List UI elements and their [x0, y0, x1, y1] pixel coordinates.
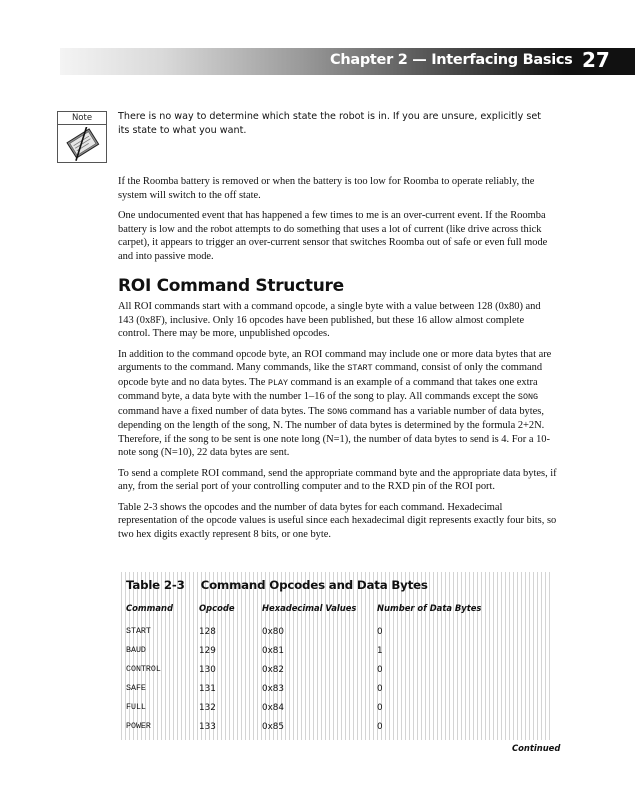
code-keyword: SONG: [327, 406, 348, 417]
column-header-hex: Hexadecimal Values: [262, 603, 357, 613]
table-row: [118, 718, 552, 737]
table-row: [118, 623, 552, 642]
command-cell: FULL: [126, 703, 146, 712]
code-keyword: PLAY: [267, 377, 289, 388]
table-row: [118, 680, 552, 699]
table-row: [118, 642, 552, 661]
paragraph: One undocumented event that has happened a few times to me is an over-current event. If the Roomba battery is low and the robot attempts to do something that uses a lot of current (like drive across thick carpet), it appears to trigger an over-current sensor that switches Roomba out of safe or even full mode and into passive mode.: [118, 210, 548, 262]
command-cell: POWER: [126, 722, 151, 731]
hex-cell: 0x84: [262, 703, 284, 713]
hex-cell: 0x80: [262, 627, 284, 637]
table-title: Table 2-3 Command Opcodes and Data Bytes: [126, 578, 428, 592]
section-text: [118, 300, 558, 548]
hex-cell: 0x85: [262, 722, 284, 732]
opcode-cell: 133: [199, 722, 216, 732]
code-keyword: SONG: [517, 392, 539, 402]
note-text: There is no way to determine which state the robot is in. If you are unsure, explicitly set its state to what you want.: [118, 111, 541, 136]
command-cell: BAUD: [126, 646, 146, 655]
column-header-data-bytes: Number of Data Bytes: [377, 603, 482, 613]
opcode-cell: 132: [199, 703, 216, 713]
opcode-cell: 131: [199, 684, 216, 694]
hex-cell: 0x81: [262, 646, 284, 656]
intro-text: [118, 175, 558, 270]
opcode-cell: 128: [199, 627, 216, 637]
opcode-table: [118, 572, 552, 740]
command-cell: SAFE: [126, 684, 146, 693]
hex-cell: 0x82: [262, 665, 284, 675]
data-bytes-cell: 0: [377, 684, 383, 694]
chapter-title: Chapter 2 — Interfacing Basics: [330, 52, 573, 68]
command-cell: CONTROL: [126, 665, 161, 674]
paragraph: Table 2-3 shows the opcodes and the number of data bytes for each command. Hexadecimal representation of the opcode values is useful since each hexadecimal digit represents exactly four bits, so two hex digits exactly represent 8 bits, or one byte.: [118, 501, 557, 540]
table-continued-label: Continued: [512, 743, 561, 753]
column-header-command: Command: [126, 603, 173, 613]
data-bytes-cell: 0: [377, 722, 383, 732]
command-cell: START: [126, 627, 151, 636]
data-bytes-cell: 0: [377, 665, 383, 675]
page-number: 27: [582, 48, 610, 72]
table-row: [118, 699, 552, 718]
paragraph-commands: In addition to the command opcode byte, an ROI command may include one or more data bytes that are arguments to the command. Many commands, like the START command, consist of only the command opcode byte and no data bytes. The PLAY command is an example of a command that takes one extra command byte, a data byte with the number 1–16 of the song to play. All commands except the SONG command have a fixed number of data bytes. The SONG command has a variable number of data bytes, depending on the length of the song, N. The number of data bytes is determined by the formula 2+2N. Therefore, if the song to be sent is one note long (N=1), the number of data bytes to send is 4. For a 10-note song (N=10), 22 data bytes are sent.: [118, 348, 552, 458]
hex-cell: 0x83: [262, 684, 284, 694]
opcode-cell: 130: [199, 665, 216, 675]
code-keyword: START: [347, 363, 373, 373]
data-bytes-cell: 1: [377, 646, 383, 656]
opcode-cell: 129: [199, 646, 216, 656]
data-bytes-cell: 0: [377, 627, 383, 637]
paragraph: If the Roomba battery is removed or when the battery is too low for Roomba to operate reliably, the system will switch to the off state.: [118, 176, 535, 201]
note-box: [57, 111, 107, 163]
notepad-icon: [64, 127, 100, 161]
note-label: Note: [58, 112, 106, 125]
data-bytes-cell: 0: [377, 703, 383, 713]
table-row: [118, 661, 552, 680]
section-heading: ROI Command Structure: [118, 276, 344, 296]
paragraph: To send a complete ROI command, send the appropriate command byte and the appropriate data bytes, if any, from the serial port of your controlling computer and to the RXD pin of the ROI port.: [118, 467, 557, 492]
paragraph: All ROI commands start with a command opcode, a single byte with a value between 128 (0x80) and 143 (0x8F), inclusive. Only 16 opcodes have been published, but these 16 allow almost complete control. There may be more, unpublished opcodes.: [118, 301, 541, 339]
column-header-opcode: Opcode: [199, 603, 235, 613]
